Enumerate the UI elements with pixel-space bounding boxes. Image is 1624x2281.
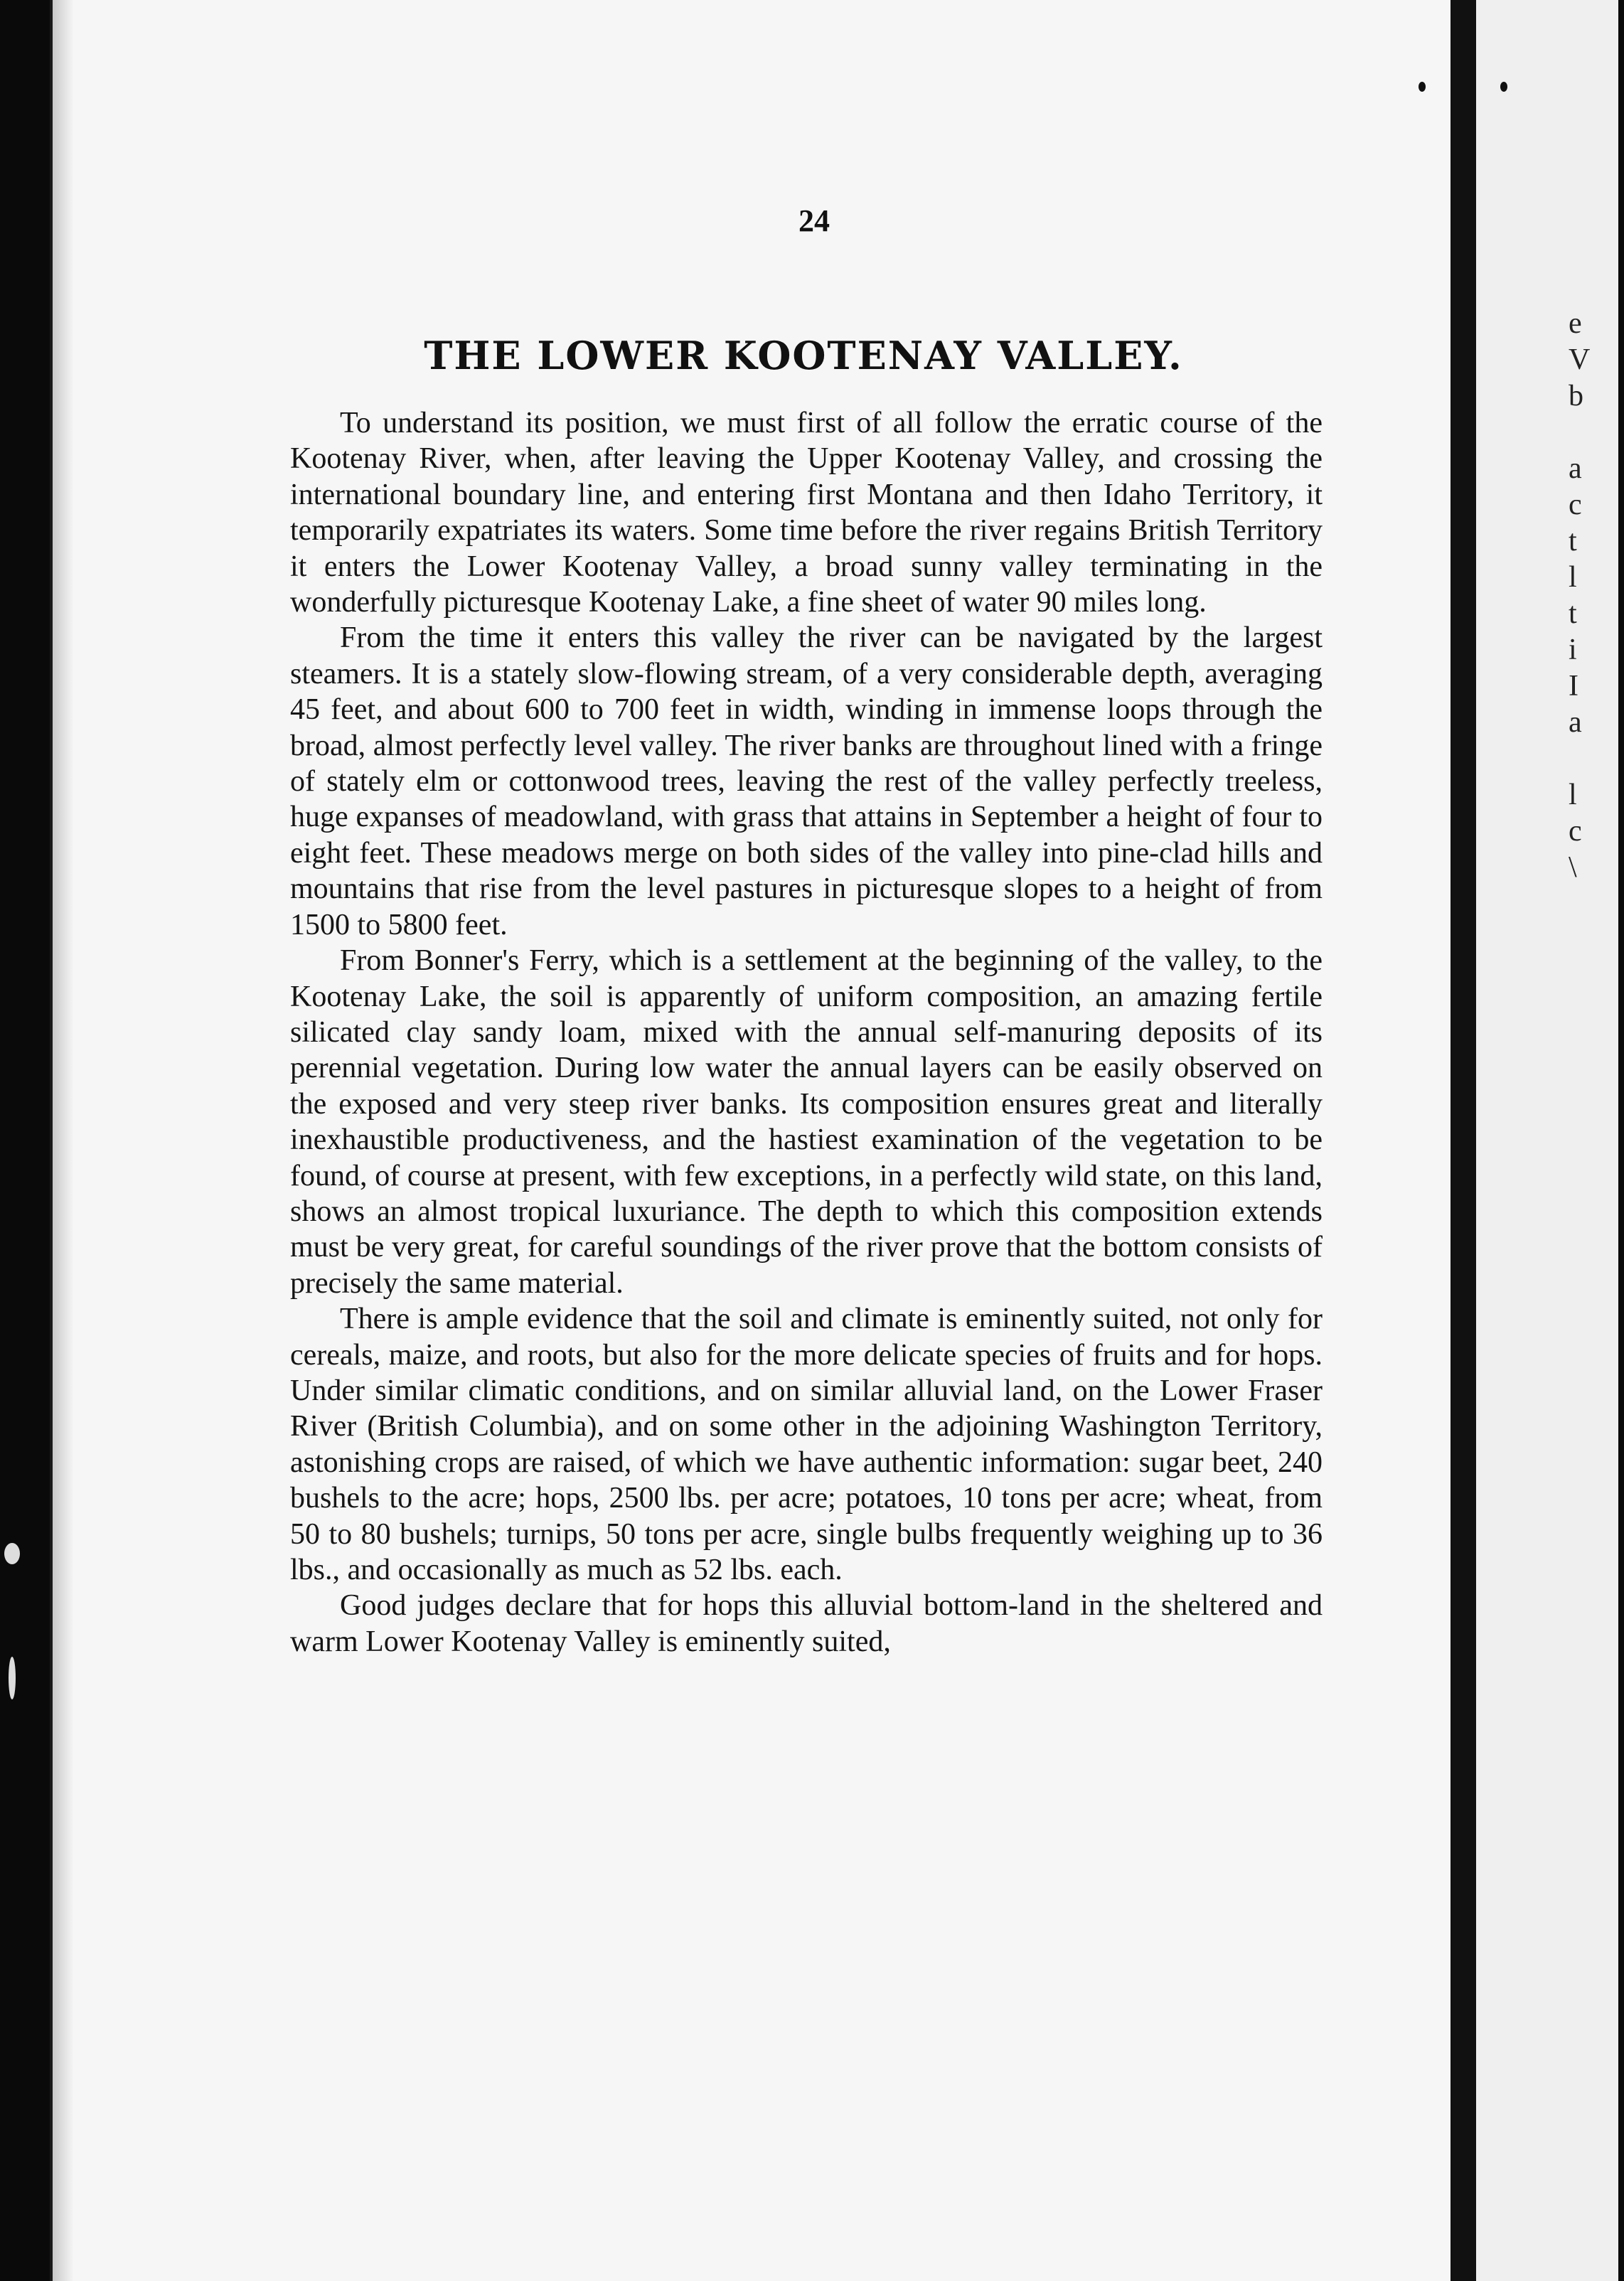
body-text [290,405,1323,1660]
edge-speck [9,1657,16,1699]
page-edge-shadow [53,0,74,2281]
paragraph: From the time it enters this valley the river can be navigated by the largest steamers. It is a stately slow-flowing stream, of a very considerable depth, averaging 45 feet, and about 600 to 700 feet in width, winding in immense loops through the broad, almost perfectly level valley. The river banks are throughout lined with a fringe of stately elm or cottonwood trees, leaving the rest of the valley perfectly treeless, huge expanses of meadowland, with grass that attains in September a height of four to eight feet. These meadows merge on both sides of the valley into pine-clad hills and mountains that rise from the level pastures in picturesque slopes to a height of from 1500 to 5800 feet. [290,621,1323,941]
ink-mark [1500,82,1507,92]
paragraph: To understand its position, we must first of all follow the erratic course of the Kootenay River, when, after leaving the Upper Kootenay Valley, and crossing the international boundary line, and entering first Montana and then Idaho Territory, it temporarily expatriates its waters. Some time before the river regains British Territory it enters the Lower Kootenay Valley, a broad sunny valley terminating in the wonderfully picturesque Kootenay Lake, a fine sheet of water 90 miles long. [290,407,1323,619]
edge-speck [4,1543,20,1564]
adjacent-page-edge [1476,0,1618,2281]
paragraph: There is ample evidence that the soil and climate is eminently suited, not only for cereals, maize, and roots, but also for the more delicate species of fruits and for hops. Under similar climatic conditions, and on similar alluvial land, on the Lower Fraser River (British Columbia), and on some other in the adjoining Washington Territory, astonishing crops are raised, of which we have authentic information: sugar beet, 240 bushels to the acre; hops, 2500 lbs. per acre; potatoes, 10 tons per acre; wheat, from 50 to 80 bushels; turnips, 50 tons per acre, single bulbs frequently weighing up to 36 lbs., and occasionally as much as 52 lbs. each. [290,1303,1323,1586]
ink-mark [1419,82,1426,92]
adjacent-page-letters: e V b a c t l t i I a l c \ [1569,307,1591,884]
paragraph: Good judges declare that for hops this alluvial bottom-land in the sheltered and warm Lower Kootenay Valley is eminently suited, [290,1589,1323,1658]
book-gutter [1451,0,1476,2281]
paragraph: From Bonner's Ferry, which is a settlement at the beginning of the valley, to the Kootenay Lake, the soil is apparently of uniform composition, an amazing fertile silicated clay sandy loam, mixed with the annual self-manuring deposits of its perennial vegetation. During low water the annual layers can be easily observed on the exposed and very steep river banks. Its composition ensures great and literally inexhaustible productiveness, and the hastiest examination of the vegetation to be found, of course at present, with few exceptions, in a perfectly wild state, on this land, shows an almost tropical luxuriance. The depth to which this composition extends must be very great, for careful soundings of the river prove that the bottom consists of precisely the same material. [290,944,1323,1300]
chapter-title: THE LOWER KOOTENAY VALLEY. [424,333,1183,378]
page-number: 24 [798,203,830,238]
